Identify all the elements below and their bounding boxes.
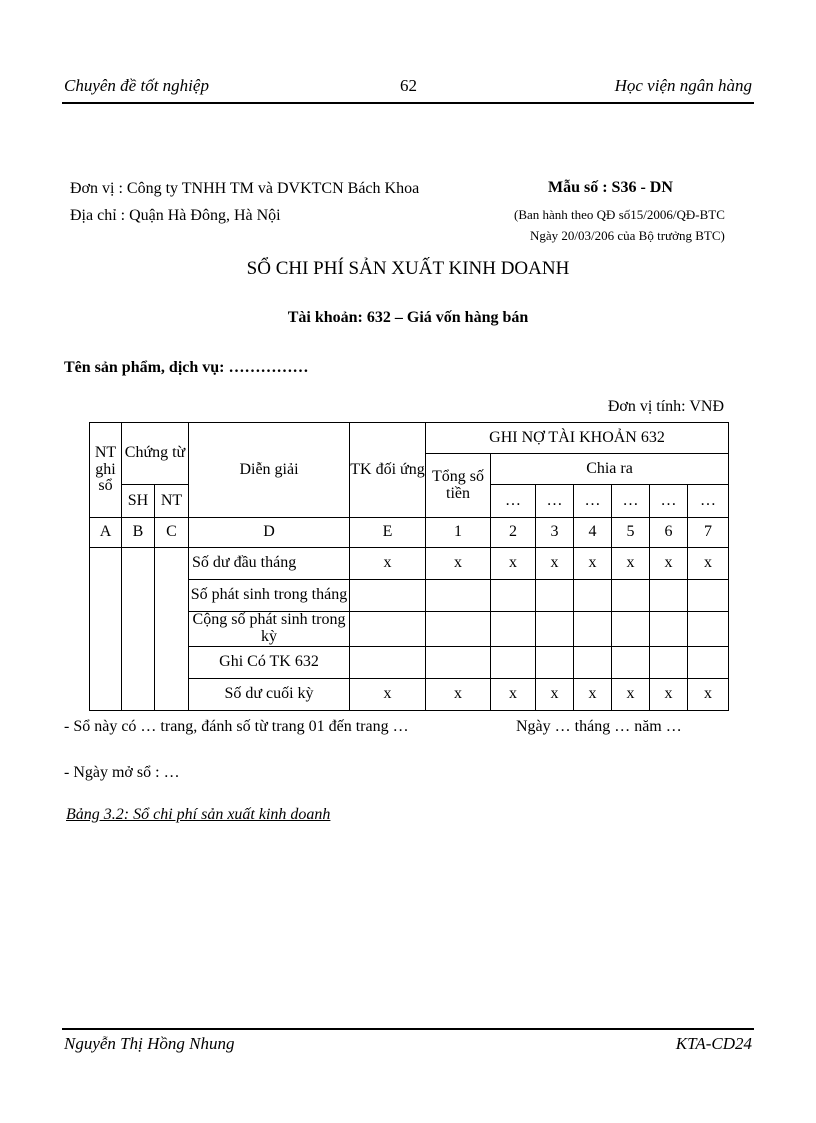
row-value (536, 580, 574, 612)
index-row (90, 518, 729, 548)
row-value: x (536, 678, 574, 710)
col-dien-giai: Diễn giải (189, 423, 350, 518)
row-value (491, 646, 536, 678)
index-cell: 2 (491, 518, 536, 548)
page-title: SỔ CHI PHÍ SẢN XUẤT KINH DOANH (246, 258, 570, 279)
row-value (426, 580, 491, 612)
row-value (536, 612, 574, 647)
index-cell: 5 (612, 518, 650, 548)
col-chia-ra: Chia ra (491, 454, 729, 485)
col-nt: NT (155, 485, 189, 518)
note-pages: - Sổ này có … trang, đánh số từ trang 01 đến trang … (64, 718, 409, 735)
row-value (612, 612, 650, 647)
row-value: x (350, 548, 426, 580)
note-open-date: - Ngày mở sổ : … (64, 764, 180, 781)
row-value (574, 580, 612, 612)
row-value (350, 580, 426, 612)
sub-col: … (612, 485, 650, 518)
note-date: Ngày … tháng … năm … (516, 718, 682, 735)
row-value (650, 612, 688, 647)
col-tong-so-tien: Tổng số tiền (426, 454, 491, 518)
form-issued-line1: (Ban hành theo QĐ số15/2006/QĐ-BTC (514, 207, 725, 222)
row-value (612, 580, 650, 612)
page-number: 62 (400, 76, 417, 95)
sub-col: … (491, 485, 536, 518)
header-rule (62, 102, 754, 104)
row-value (650, 580, 688, 612)
row-label: Cộng số phát sinh trong kỳ (189, 612, 350, 647)
index-cell: E (350, 518, 426, 548)
blank-cell (90, 548, 122, 711)
currency-unit: Đơn vị tính: VNĐ (607, 398, 724, 415)
footer-rule (62, 1028, 754, 1030)
row-value (491, 612, 536, 647)
footer-code: KTA-CD24 (675, 1034, 752, 1053)
index-cell: 4 (574, 518, 612, 548)
table-caption: Bảng 3.2: Sổ chi phí sản xuất kinh doanh (66, 806, 331, 823)
row-value (612, 646, 650, 678)
row-value (536, 646, 574, 678)
account-title: Tài khoản: 632 – Giá vốn hàng bán (287, 309, 529, 326)
product-line: Tên sản phẩm, dịch vụ: …………… (64, 359, 309, 376)
row-value: x (650, 678, 688, 710)
row-value: x (574, 678, 612, 710)
row-value: x (612, 548, 650, 580)
row-value: x (426, 548, 491, 580)
index-cell: D (189, 518, 350, 548)
row-value: x (350, 678, 426, 710)
ledger-table (89, 422, 729, 711)
row-label: Ghi Có TK 632 (189, 646, 350, 678)
header-left: Chuyên đề tốt nghiệp (64, 76, 209, 95)
col-chung-tu: Chứng từ (122, 423, 189, 485)
footer-author: Nguyễn Thị Hồng Nhung (64, 1034, 235, 1053)
row-value (574, 646, 612, 678)
row-label: Số dư đầu tháng (189, 548, 350, 580)
row-value: x (574, 548, 612, 580)
index-cell: 1 (426, 518, 491, 548)
index-cell: C (155, 518, 189, 548)
row-label: Số dư cuối kỳ (189, 678, 350, 710)
row-value (491, 580, 536, 612)
form-code: Mẫu số : S36 - DN (548, 179, 673, 196)
blank-cell (155, 548, 189, 711)
row-value: x (650, 548, 688, 580)
row-value (426, 646, 491, 678)
index-cell: 6 (650, 518, 688, 548)
row-value (574, 612, 612, 647)
row-value: x (612, 678, 650, 710)
row-value (350, 646, 426, 678)
row-value: x (426, 678, 491, 710)
unit-name: Đơn vị : Công ty TNHH TM và DVKTCN Bách Khoa (70, 180, 420, 197)
row-value (688, 580, 729, 612)
index-cell: 7 (688, 518, 729, 548)
index-cell: 3 (536, 518, 574, 548)
header-right: Học viện ngân hàng (614, 76, 752, 95)
col-nt-ghi-so: NT ghi sổ (90, 423, 122, 518)
col-sh: SH (122, 485, 155, 518)
row-value: x (688, 678, 729, 710)
row-value: x (536, 548, 574, 580)
sub-col: … (688, 485, 729, 518)
col-tk-doi-ung: TK đối ứng (350, 423, 426, 518)
row-value (688, 612, 729, 647)
index-cell: B (122, 518, 155, 548)
unit-address: Địa chỉ : Quận Hà Đông, Hà Nội (70, 207, 281, 224)
sub-col: … (574, 485, 612, 518)
sub-col: … (536, 485, 574, 518)
row-value (426, 612, 491, 647)
row-value (688, 646, 729, 678)
row-value: x (688, 548, 729, 580)
blank-cell (122, 548, 155, 711)
row-value (650, 646, 688, 678)
row-value: x (491, 678, 536, 710)
row-label: Số phát sinh trong tháng (189, 580, 350, 612)
table-row (90, 548, 729, 580)
index-cell: A (90, 518, 122, 548)
sub-col: … (650, 485, 688, 518)
form-issued-line2: Ngày 20/03/206 của Bộ trưởng BTC) (530, 228, 725, 243)
col-ghi-no: GHI NỢ TÀI KHOẢN 632 (426, 423, 729, 454)
row-value (350, 612, 426, 647)
row-value: x (491, 548, 536, 580)
